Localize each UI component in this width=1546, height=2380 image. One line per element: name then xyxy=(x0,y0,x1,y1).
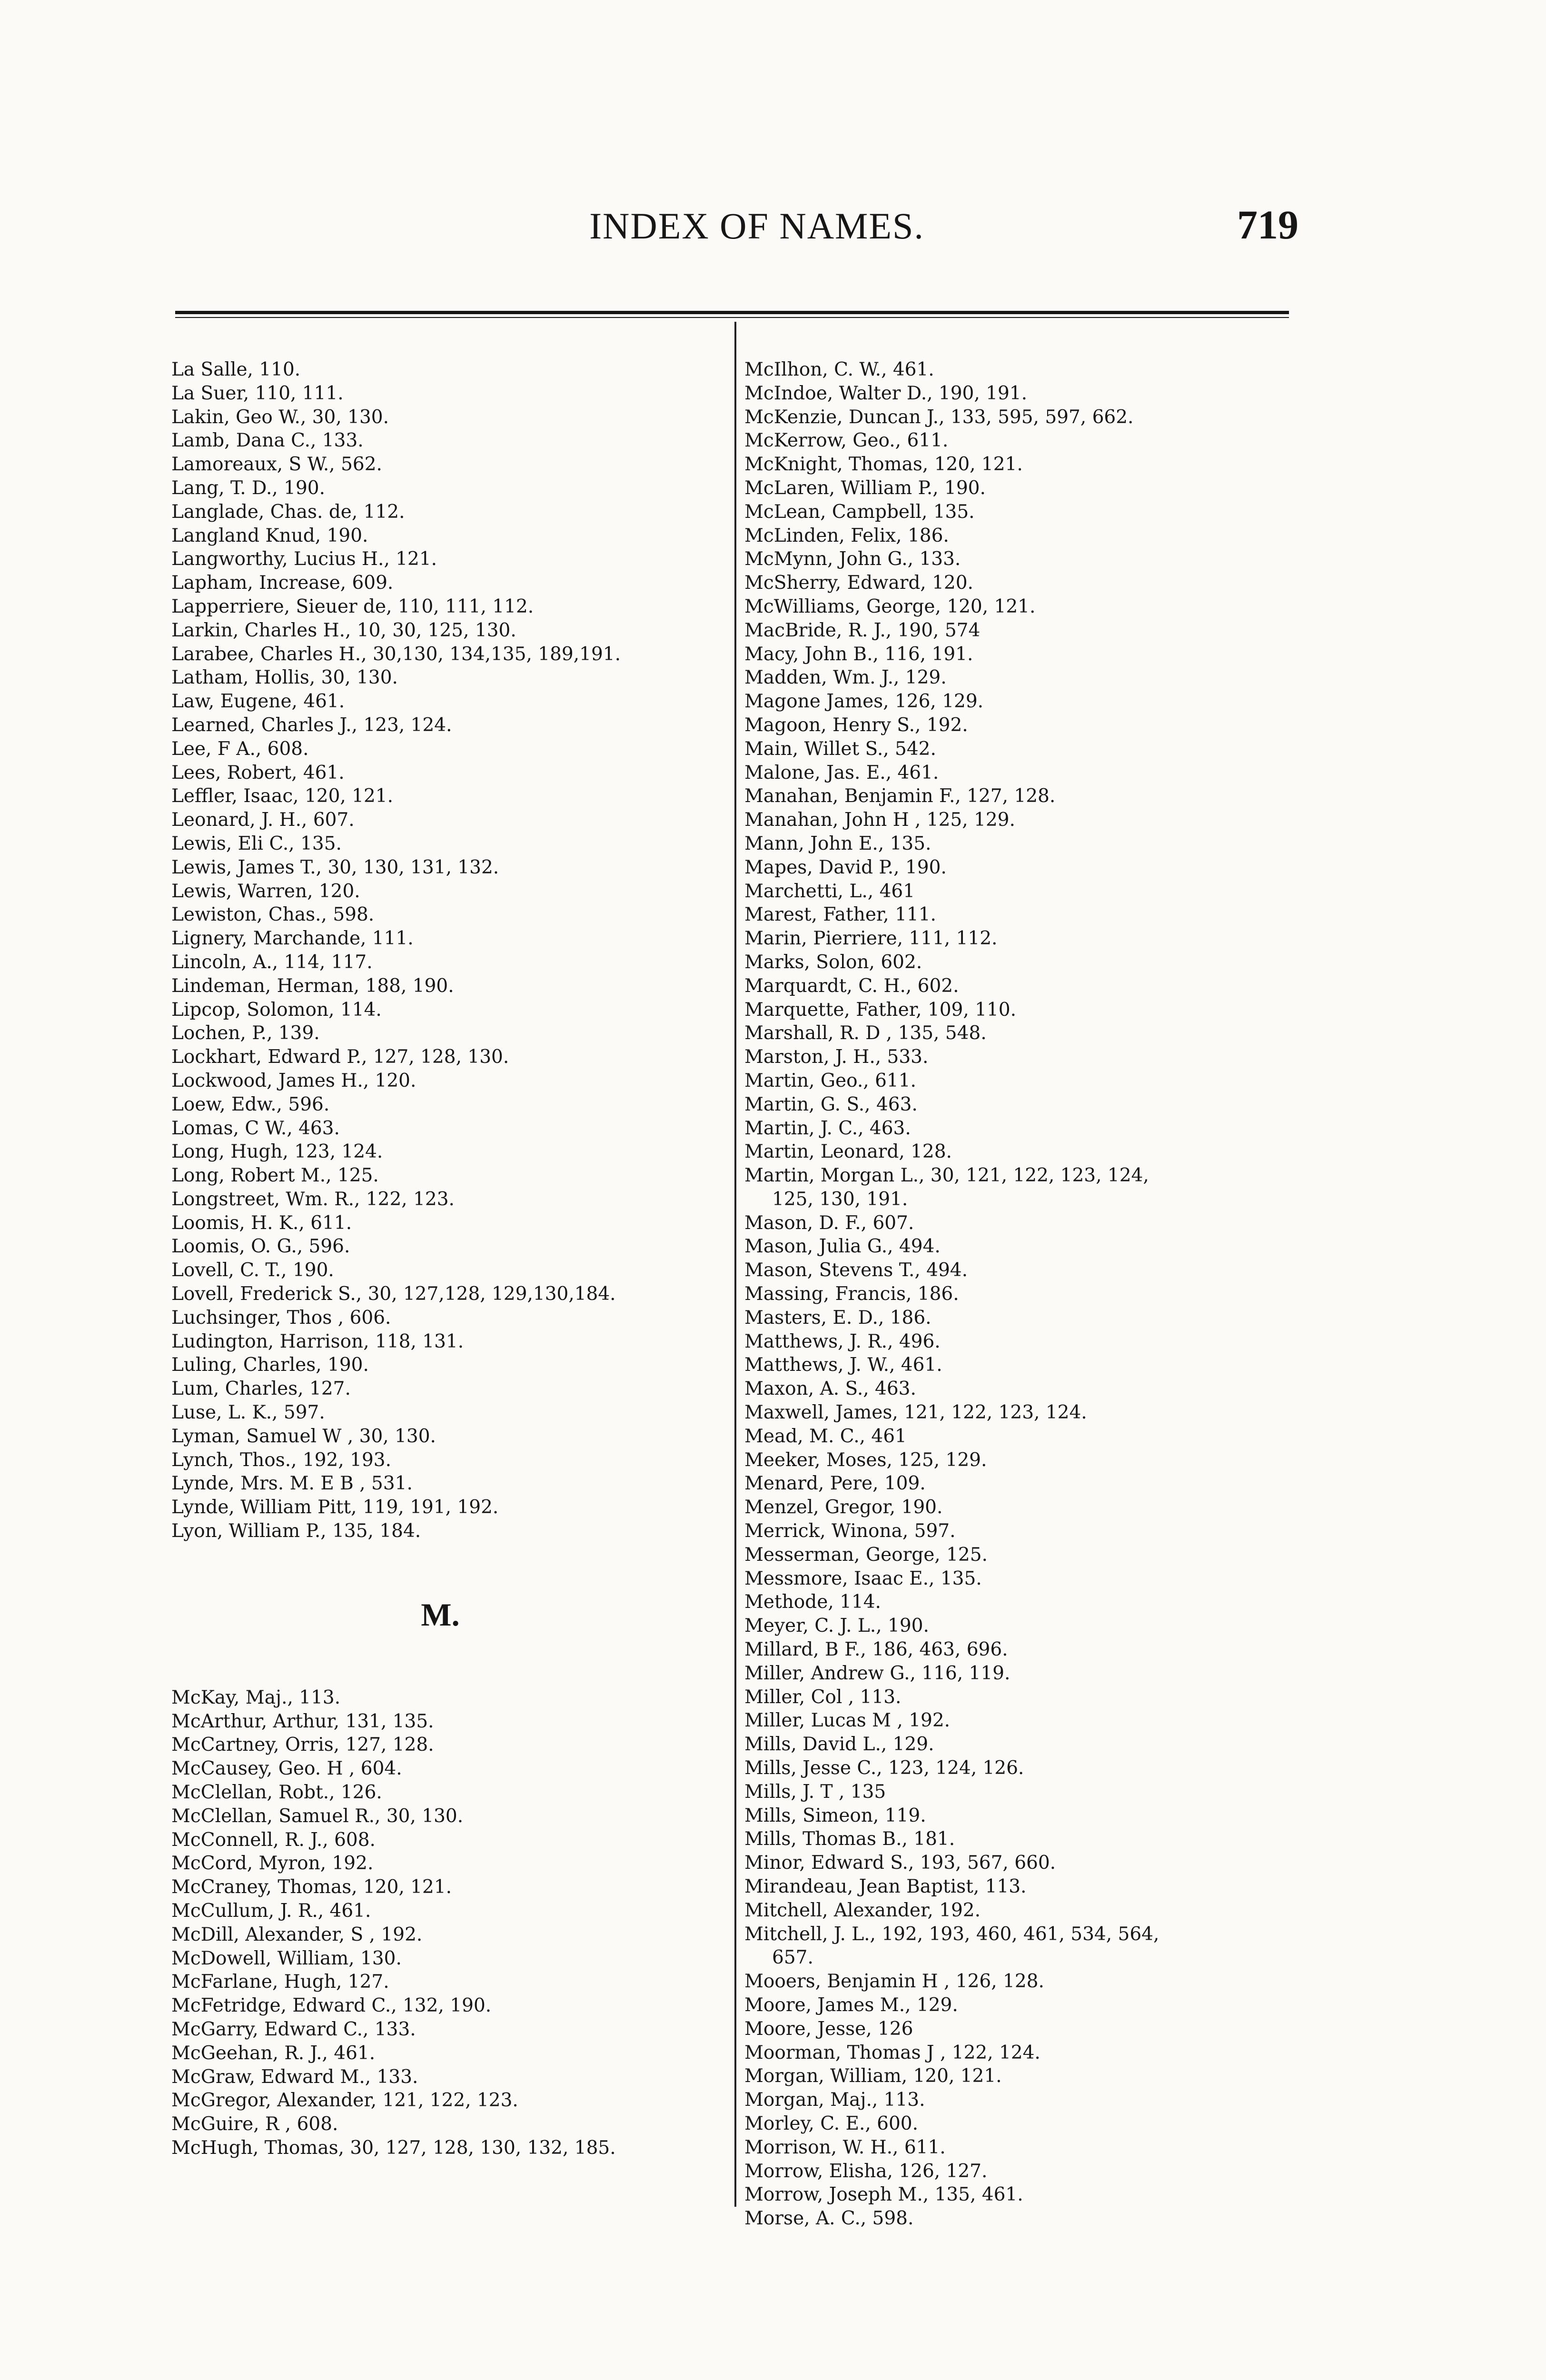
index-entry: Meeker, Moses, 125, 129. xyxy=(744,1449,987,1471)
index-entry: Matthews, J. R., 496. xyxy=(744,1330,941,1352)
index-entry: Larkin, Charles H., 10, 30, 125, 130. xyxy=(171,619,516,641)
index-entry: Mead, M. C., 461 xyxy=(744,1425,907,1447)
index-entry: Lakin, Geo W., 30, 130. xyxy=(171,406,389,428)
index-entry: McArthur, Arthur, 131, 135. xyxy=(171,1710,434,1732)
index-entry: Luse, L. K., 597. xyxy=(171,1402,325,1424)
index-entry: Lewis, James T., 30, 130, 131, 132. xyxy=(171,856,499,878)
index-entry: Lockwood, James H., 120. xyxy=(171,1070,416,1091)
index-entry: Menzel, Gregor, 190. xyxy=(744,1497,943,1518)
index-entry: Loew, Edw., 596. xyxy=(171,1093,330,1115)
index-entry: Loomis, O. G., 596. xyxy=(171,1236,350,1258)
index-entry: Mirandeau, Jean Baptist, 113. xyxy=(744,1876,1027,1897)
index-entry: Martin, Geo., 611. xyxy=(744,1070,916,1091)
index-entry: Lapham, Increase, 609. xyxy=(171,572,394,594)
index-entry: Main, Willet S., 542. xyxy=(744,738,936,760)
index-entry: Lyon, William P., 135, 184. xyxy=(171,1520,421,1542)
index-entry: McLaren, William P., 190. xyxy=(744,477,986,499)
entries-group-b xyxy=(744,1211,1297,1923)
index-entry: McDill, Alexander, S , 192. xyxy=(171,1924,423,1945)
entries-group-a xyxy=(744,358,1297,1164)
index-entry: Mills, Simeon, 119. xyxy=(744,1805,926,1826)
header-rule-thick xyxy=(175,311,1289,314)
index-entry: Lewiston, Chas., 598. xyxy=(171,904,375,926)
index-entry: Moore, James M., 129. xyxy=(744,1994,958,2016)
index-entry: Messmore, Isaac E., 135. xyxy=(744,1567,982,1589)
index-entry: Langlade, Chas. de, 112. xyxy=(171,501,405,523)
index-entry: Lindeman, Herman, 188, 190. xyxy=(171,975,454,997)
index-entry: Mills, Jesse C., 123, 124, 126. xyxy=(744,1757,1024,1779)
index-entry: McKay, Maj., 113. xyxy=(171,1686,341,1708)
index-entry: Mitchell, Alexander, 192. xyxy=(744,1899,981,1921)
index-entry: Minor, Edward S., 193, 567, 660. xyxy=(744,1852,1056,1874)
index-entry: Martin, Leonard, 128. xyxy=(744,1141,952,1163)
index-entry: Lees, Robert, 461. xyxy=(171,762,345,783)
index-entry: Messerman, George, 125. xyxy=(744,1544,988,1566)
section-letter-m: M. xyxy=(421,1596,460,1633)
index-entry: McKenzie, Duncan J., 133, 595, 597, 662. xyxy=(744,406,1134,428)
index-entry: Lapperriere, Sieuer de, 110, 111, 112. xyxy=(171,595,534,617)
entry-continuation: 125, 130, 191. xyxy=(772,1188,908,1210)
index-entry: McCullum, J. R., 461. xyxy=(171,1900,371,1922)
index-entry: Manahan, Benjamin F., 127, 128. xyxy=(744,785,1056,807)
index-entry: McCartney, Orris, 127, 128. xyxy=(171,1734,434,1756)
index-entry: Lynch, Thos., 192, 193. xyxy=(171,1449,392,1471)
index-entry: Mason, Stevens T., 494. xyxy=(744,1259,968,1281)
index-entry: Longstreet, Wm. R., 122, 123. xyxy=(171,1188,455,1210)
index-entry: McClellan, Robt., 126. xyxy=(171,1782,382,1804)
index-entry: Lang, T. D., 190. xyxy=(171,477,326,499)
index-entry xyxy=(744,1923,1297,1970)
index-entry: McGraw, Edward M., 133. xyxy=(171,2066,418,2088)
index-entry: McGregor, Alexander, 121, 122, 123. xyxy=(171,2090,518,2112)
index-entry: Mills, J. T , 135 xyxy=(744,1781,886,1803)
index-column-right xyxy=(744,358,1297,2231)
index-entry: McGeehan, R. J., 461. xyxy=(171,2042,376,2064)
page-number: 719 xyxy=(1237,202,1298,248)
index-entry: McFarlane, Hugh, 127. xyxy=(171,1971,389,1993)
index-entry: Lynde, Mrs. M. E B , 531. xyxy=(171,1473,413,1495)
index-entry: Lynde, William Pitt, 119, 191, 192. xyxy=(171,1497,499,1518)
entries-group-c xyxy=(744,1970,1297,2231)
index-entry: Leffler, Isaac, 120, 121. xyxy=(171,785,394,807)
index-entry: Moore, Jesse, 126 xyxy=(744,2018,913,2040)
index-entry: Lamb, Dana C., 133. xyxy=(171,430,364,452)
index-entry: Lochen, P., 139. xyxy=(171,1022,320,1044)
index-entry: Marquardt, C. H., 602. xyxy=(744,975,959,997)
index-entry: Lipcop, Solomon, 114. xyxy=(171,999,382,1021)
header-rule-thin xyxy=(175,317,1289,318)
index-entry: McGarry, Edward C., 133. xyxy=(171,2019,416,2040)
index-entry: Marchetti, L., 461 xyxy=(744,880,915,902)
index-entry: Martin, G. S., 463. xyxy=(744,1093,918,1115)
index-entry: Lee, F A., 608. xyxy=(171,738,309,760)
index-entry: Methode, 114. xyxy=(744,1591,881,1613)
index-entry: Mason, D. F., 607. xyxy=(744,1212,914,1234)
entries-l-section xyxy=(171,358,728,1543)
index-entry: Maxwell, James, 121, 122, 123, 124. xyxy=(744,1402,1087,1424)
index-entry: Matthews, J. W., 461. xyxy=(744,1354,942,1376)
index-entry: McSherry, Edward, 120. xyxy=(744,572,973,594)
index-entry: McLinden, Felix, 186. xyxy=(744,525,949,546)
index-entry: Massing, Francis, 186. xyxy=(744,1283,959,1305)
index-entry: Morse, A. C., 598. xyxy=(744,2208,914,2230)
index-entry: McCraney, Thomas, 120, 121. xyxy=(171,1876,452,1898)
index-entry: Lum, Charles, 127. xyxy=(171,1378,351,1400)
index-entry: Miller, Col , 113. xyxy=(744,1686,902,1708)
index-entry: McGuire, R , 608. xyxy=(171,2113,338,2135)
index-entry: Morgan, William, 120, 121. xyxy=(744,2065,1002,2087)
index-entry: Menard, Pere, 109. xyxy=(744,1473,926,1495)
index-entry: Marin, Pierriere, 111, 112. xyxy=(744,928,998,950)
index-entry: McWilliams, George, 120, 121. xyxy=(744,595,1036,617)
index-entry: Morrison, W. H., 611. xyxy=(744,2136,946,2158)
index-entry: Luling, Charles, 190. xyxy=(171,1354,369,1376)
index-entry: Lovell, C. T., 190. xyxy=(171,1259,334,1281)
index-entry: McKerrow, Geo., 611. xyxy=(744,430,949,452)
index-entry: Mann, John E., 135. xyxy=(744,833,932,854)
index-entry: Millard, B F., 186, 463, 696. xyxy=(744,1639,1008,1661)
index-entry: Madden, Wm. J., 129. xyxy=(744,667,947,689)
index-entry: Mapes, David P., 190. xyxy=(744,856,947,878)
index-entry: Marest, Father, 111. xyxy=(744,904,936,926)
index-entry: Maxon, A. S., 463. xyxy=(744,1378,916,1400)
index-entry: Latham, Hollis, 30, 130. xyxy=(171,667,398,689)
index-entry: La Salle, 110. xyxy=(171,359,301,380)
index-entry: Learned, Charles J., 123, 124. xyxy=(171,714,452,736)
index-entry: McCausey, Geo. H , 604. xyxy=(171,1758,402,1780)
entry-text: Mitchell, J. L., 192, 193, 460, 461, 534, 564, xyxy=(744,1923,1160,1945)
index-entry: McDowell, William, 130. xyxy=(171,1947,402,1969)
page-header xyxy=(0,190,1546,257)
index-entry: McHugh, Thomas, 30, 127, 128, 130, 132, 185. xyxy=(171,2137,616,2159)
index-entry: Morrow, Joseph M., 135, 461. xyxy=(744,2184,1023,2206)
index-entry: Meyer, C. J. L., 190. xyxy=(744,1615,929,1637)
index-entry xyxy=(744,1164,1297,1211)
index-entry: Leonard, J. H., 607. xyxy=(171,809,355,831)
index-entry: Martin, J. C., 463. xyxy=(744,1117,911,1139)
index-entry: Marquette, Father, 109, 110. xyxy=(744,999,1016,1021)
index-entry: Mason, Julia G., 494. xyxy=(744,1236,941,1258)
index-entry: Magoon, Henry S., 192. xyxy=(744,714,968,736)
index-entry: Morley, C. E., 600. xyxy=(744,2112,918,2134)
index-entry: Mills, Thomas B., 181. xyxy=(744,1828,955,1850)
index-entry: Luchsinger, Thos , 606. xyxy=(171,1307,391,1329)
index-entry: Lyman, Samuel W , 30, 130. xyxy=(171,1425,436,1447)
entries-m-section xyxy=(171,1686,728,2160)
index-entry: Marshall, R. D , 135, 548. xyxy=(744,1022,987,1044)
index-entry: McKnight, Thomas, 120, 121. xyxy=(744,454,1023,476)
index-entry: Loomis, H. K., 611. xyxy=(171,1212,352,1234)
entry-text: Martin, Morgan L., 30, 121, 122, 123, 124, xyxy=(744,1165,1149,1187)
index-entry: Lamoreaux, S W., 562. xyxy=(171,454,382,476)
index-entry: McConnell, R. J., 608. xyxy=(171,1829,376,1851)
index-entry: MacBride, R. J., 190, 574 xyxy=(744,619,981,641)
index-entry: McLean, Campbell, 135. xyxy=(744,501,975,523)
index-entry: Morrow, Elisha, 126, 127. xyxy=(744,2160,988,2182)
index-entry: Miller, Andrew G., 116, 119. xyxy=(744,1662,1011,1684)
index-entry: Long, Hugh, 123, 124. xyxy=(171,1141,383,1163)
index-entry: McMynn, John G., 133. xyxy=(744,548,961,570)
index-entry: McClellan, Samuel R., 30, 130. xyxy=(171,1805,464,1827)
index-entry: Larabee, Charles H., 30,130, 134,135, 189,191. xyxy=(171,643,621,665)
index-entry: Lovell, Frederick S., 30, 127,128, 129,130,184. xyxy=(171,1283,616,1305)
index-entry: Miller, Lucas M , 192. xyxy=(744,1710,951,1732)
page-title: INDEX OF NAMES. xyxy=(589,205,924,247)
index-entry: Mooers, Benjamin H , 126, 128. xyxy=(744,1971,1044,1993)
index-entry: Long, Robert M., 125. xyxy=(171,1165,379,1187)
index-entry: Law, Eugene, 461. xyxy=(171,691,345,713)
index-entry: Langworthy, Lucius H., 121. xyxy=(171,548,437,570)
index-entry: McCord, Myron, 192. xyxy=(171,1853,374,1874)
index-entry: McFetridge, Edward C., 132, 190. xyxy=(171,1995,492,2017)
index-entry: Lewis, Warren, 120. xyxy=(171,880,360,902)
index-column-left xyxy=(171,358,728,2160)
column-divider xyxy=(734,322,736,2207)
index-entry: Masters, E. D., 186. xyxy=(744,1307,932,1329)
index-entry: Merrick, Winona, 597. xyxy=(744,1520,956,1542)
index-entry: La Suer, 110, 111. xyxy=(171,382,344,404)
index-entry: Mills, David L., 129. xyxy=(744,1734,934,1755)
index-entry: Macy, John B., 116, 191. xyxy=(744,643,973,665)
index-entry: Magone James, 126, 129. xyxy=(744,691,984,713)
index-entry: Lewis, Eli C., 135. xyxy=(171,833,342,854)
index-entry: Marston, J. H., 533. xyxy=(744,1046,929,1068)
index-entry: Langland Knud, 190. xyxy=(171,525,368,546)
index-entry: Moorman, Thomas J , 122, 124. xyxy=(744,2042,1041,2063)
index-entry: Malone, Jas. E., 461. xyxy=(744,762,939,783)
index-entry: Morgan, Maj., 113. xyxy=(744,2089,925,2111)
index-entry: Lincoln, A., 114, 117. xyxy=(171,951,373,973)
index-entry: Lomas, C W., 463. xyxy=(171,1117,340,1139)
index-entry: Manahan, John H , 125, 129. xyxy=(744,809,1015,831)
index-entry: McIndoe, Walter D., 190, 191. xyxy=(744,382,1027,404)
index-entry: McIlhon, C. W., 461. xyxy=(744,359,934,380)
index-entry: Ludington, Harrison, 118, 131. xyxy=(171,1330,464,1352)
index-entry: Lignery, Marchande, 111. xyxy=(171,928,414,950)
index-entry: Marks, Solon, 602. xyxy=(744,951,922,973)
index-entry: Lockhart, Edward P., 127, 128, 130. xyxy=(171,1046,509,1068)
entry-continuation: 657. xyxy=(772,1947,813,1969)
